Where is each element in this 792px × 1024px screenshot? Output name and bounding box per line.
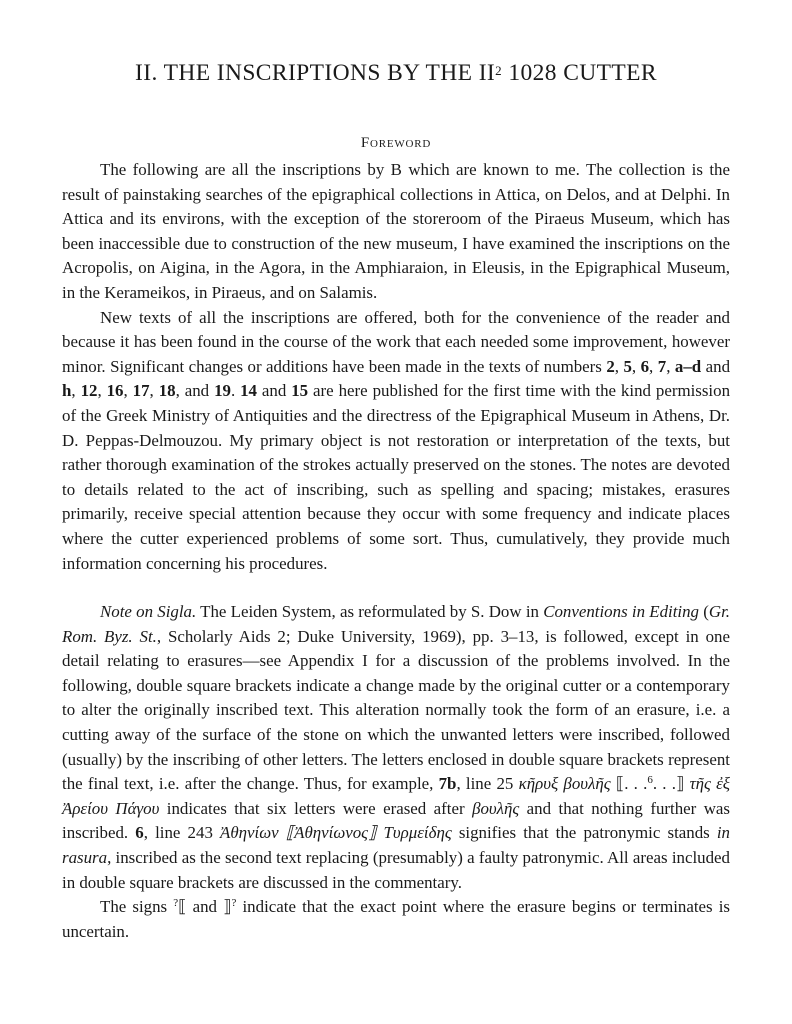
section-heading: Foreword	[360, 135, 432, 151]
paragraph-sigla: Note on Sigla. The Leiden System, as reformulated by S. Dow in Conventions in Editing (Gr. Rom. Byz. St., Scholarly Aids 2; Duke University, 1969), pp. 3–13, is followed, except in one detail relating to erasures—see Appendix I for a discussion of the problems involved. In the following, double square brackets indicate a change made by the original cutter or a contemporary to alter the originally inscribed text. This alteration normally took the form of an erasure, i.e. a cutting away of the surface of the stone on which the unwanted letters were inscribed, followed (usually) by the inscribing of other letters. The letters enclosed in double square brackets represent the final text, i.e. after the change. Thus, for example, 7b, line 25 κῆρυξ βουλῆς ⟦. . .$^6$. . .⟧ τῆς ἐξ Ἀρείου Πάγου indicates that six letters were erased after βουλῆς and that nothing further was inscribed. 6, line 243 Ἀθηνίων ⟦Ἀθηνίωνος⟧ Τυρμείδης signifies that the patronymic stands in rasura, inscribed as the second text replacing (presumably) a faulty patronymic. All areas included in double square brackets are discussed in the commentary.	[62, 602, 731, 892]
paragraph-2: New texts of all the inscriptions are offered, both for the convenience of the reader and because it has been found in the course of the work that each needed some improvement, however minor. Significant changes or additions have been made in the texts of numbers 2, 5, 6, 7, a–d and h, 12, 16, 17, 18, and 19. 14 and 15 are here published for the first time with the kind permission of the Greek Ministry of Antiquities and the directress of the Epigraphical Museum in Athens, Dr. D. Peppas-Delmouzou. My primary object is not restoration or interpretation of the texts, but rather thorough examination of the strokes actually preserved on the stones. The notes are devoted to details related to the act of inscribing, such as spelling and spacing; mistakes, erasures primarily, receive special attention because they occur with some frequency and indicate places where the cutter experienced problems of some sort. Thus, cumulatively, they provide much information concerning his procedures.	[62, 307, 731, 573]
chapter-title	[62, 58, 730, 88]
paragraph-1: The following are all the inscriptions by B which are known to me. The collection is the result of painstaking searches of the epigraphical collections in Attica, on Delos, and at Delphi. In Attica and its environs, with the exception of the storeroom of the Piraeus Museum, which has been inaccessible due to construction of the new museum, I have examined the inscriptions on the Acropolis, on Aigina, in the Agora, in the Amphiaraion, in Eleusis, in the Epigraphical Museum, in the Kerameikos, in Piraeus, and on Salamis.	[62, 160, 730, 302]
chapter-title-prefix: II. THE INSCRIPTIONS BY THE II	[135, 60, 496, 86]
chapter-title-suffix: 1028 CUTTER	[508, 60, 657, 86]
paragraph-signs: The signs ?⟦ and ⟧? indicate that the exact point where the erasure begins or terminates is uncertain.	[62, 897, 731, 941]
chapter-title-superscript: 2	[495, 63, 503, 78]
page	[62, 58, 730, 944]
